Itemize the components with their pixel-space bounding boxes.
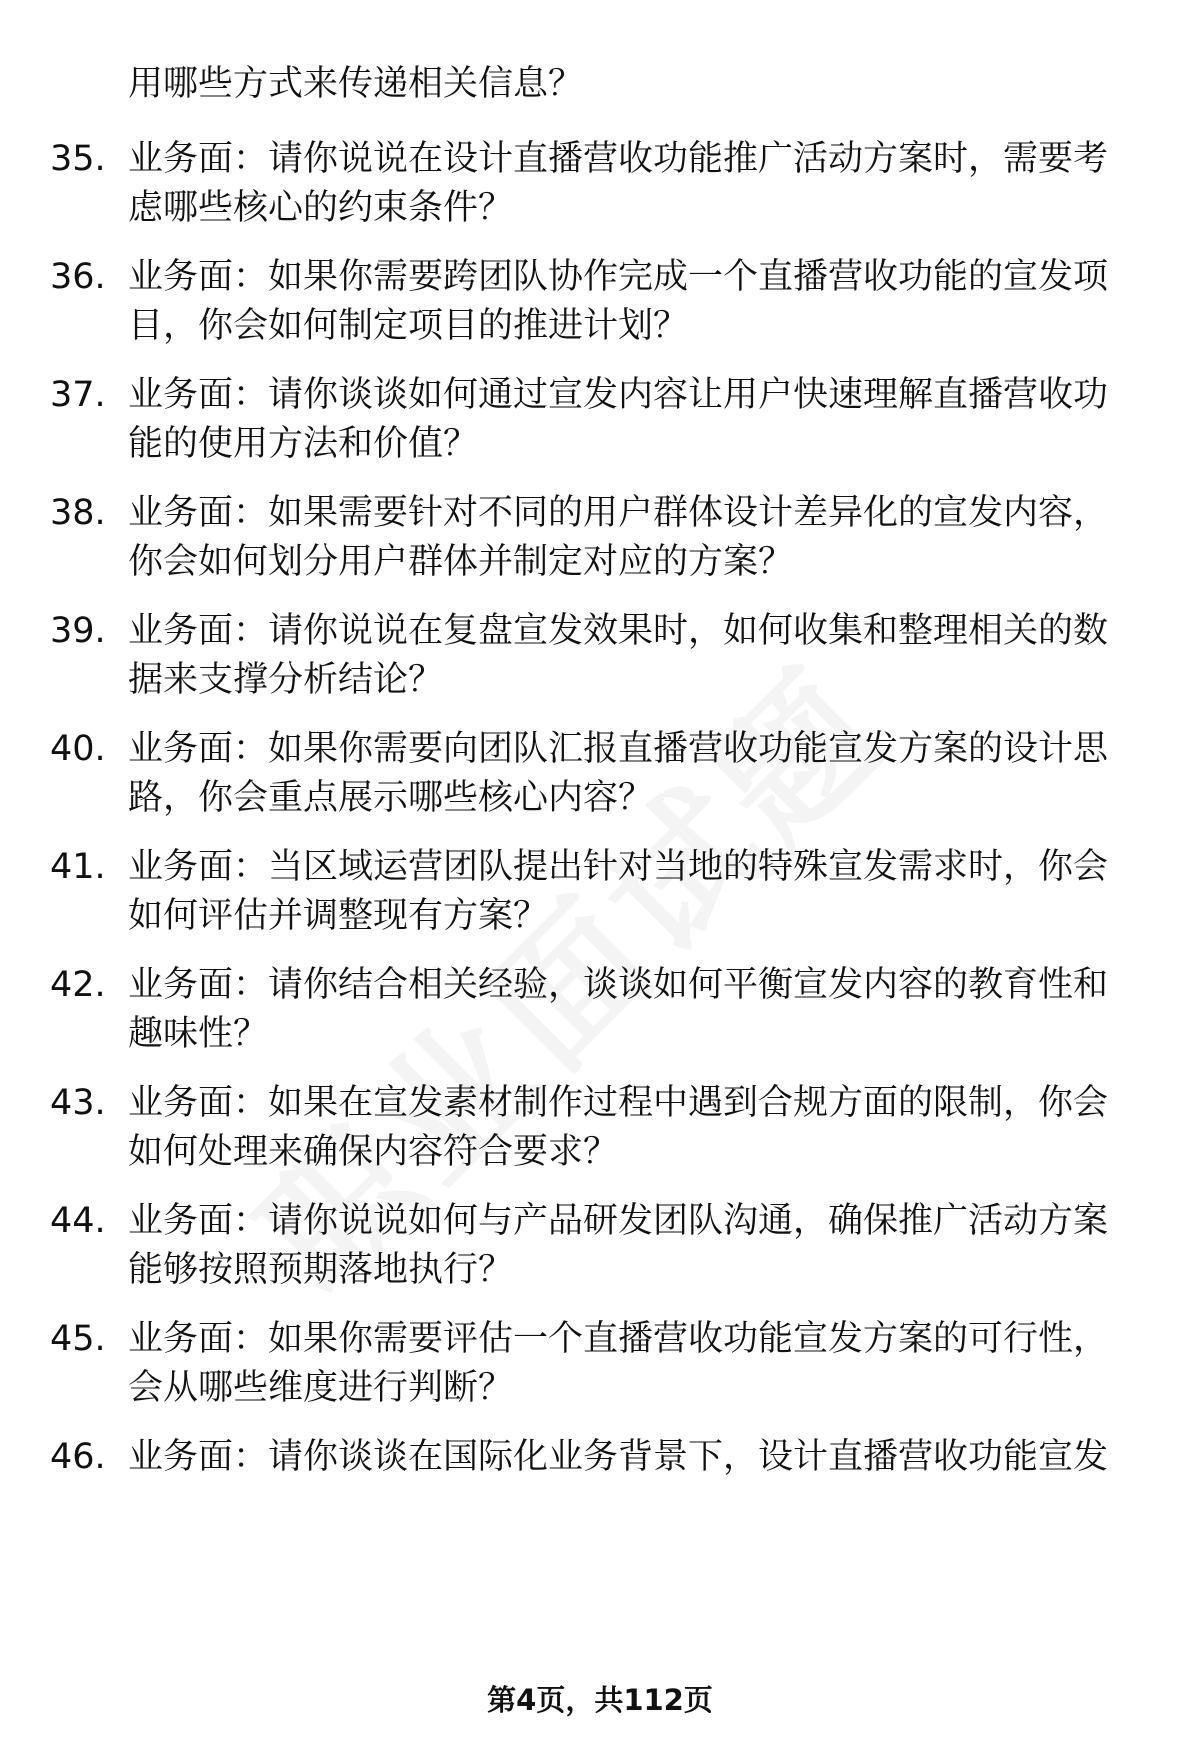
question-text: 业务面：请你谈谈在国际化业务背景下，设计直播营收功能宣发 [128, 1437, 1109, 1477]
question-text: 业务面：如果你需要向团队汇报直播营收功能宣发方案的设计思路，你会重点展示哪些核心内容？ [128, 729, 1109, 818]
question-number: 38. [50, 493, 106, 533]
question-number: 37. [50, 375, 106, 415]
question-number: 45. [50, 1319, 106, 1359]
question-text: 业务面：如果在宣发素材制作过程中遇到合规方面的限制，你会如何处理来确保内容符合要求？ [128, 1083, 1109, 1172]
question-number: 41. [50, 847, 106, 887]
continuation-text: 用哪些方式来传递相关信息？ [128, 64, 584, 104]
question-number: 39. [50, 611, 106, 651]
question-number: 36. [50, 257, 106, 297]
question-text: 业务面：如果你需要跨团队协作完成一个直播营收功能的宣发项目，你会如何制定项目的推进计划？ [128, 257, 1109, 346]
question-text: 业务面：请你谈谈如何通过宣发内容让用户快速理解直播营收功能的使用方法和价值？ [128, 375, 1109, 464]
question-number: 46. [50, 1437, 106, 1477]
question-number: 40. [50, 729, 106, 769]
page-footer: 第4页，共112页 [487, 1683, 713, 1717]
question-text: 业务面：请你结合相关经验，谈谈如何平衡宣发内容的教育性和趣味性？ [128, 965, 1109, 1054]
question-number: 42. [50, 965, 106, 1005]
question-number: 35. [50, 139, 106, 179]
question-number: 43. [50, 1083, 106, 1123]
question-text: 业务面：如果需要针对不同的用户群体设计差异化的宣发内容，你会如何划分用户群体并制定对应的方案？ [128, 493, 1109, 582]
question-text: 业务面：如果你需要评估一个直播营收功能宣发方案的可行性，会从哪些维度进行判断？ [128, 1319, 1109, 1408]
question-text: 业务面：请你说说如何与产品研发团队沟通，确保推广活动方案能够按照预期落地执行？ [128, 1201, 1109, 1290]
question-number: 44. [50, 1201, 106, 1241]
question-text: 业务面：当区域运营团队提出针对当地的特殊宣发需求时，你会如何评估并调整现有方案？ [128, 847, 1109, 936]
question-text: 业务面：请你说说在设计直播营收功能推广活动方案时，需要考虑哪些核心的约束条件？ [128, 139, 1109, 228]
question-text: 业务面：请你说说在复盘宣发效果时，如何收集和整理相关的数据来支撑分析结论？ [128, 611, 1109, 700]
